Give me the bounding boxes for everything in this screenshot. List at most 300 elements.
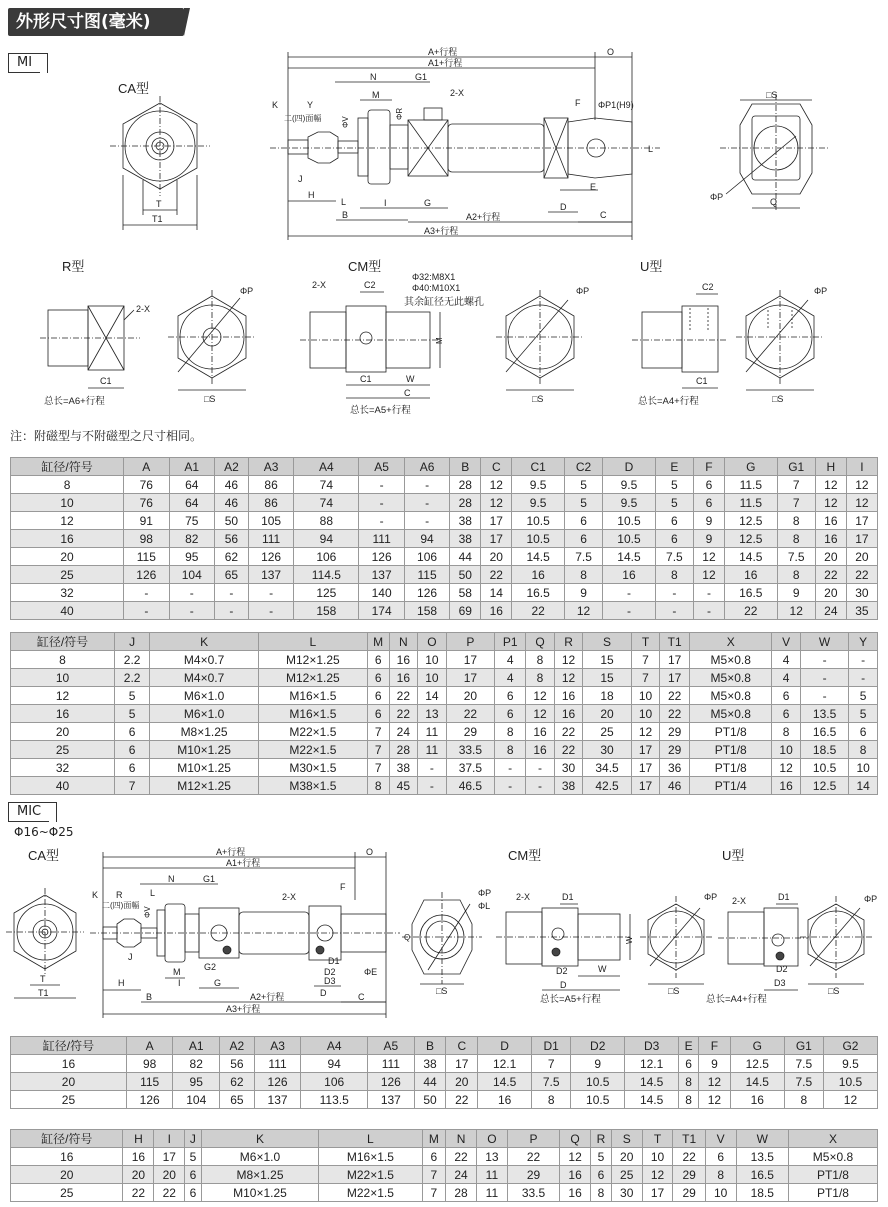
table-cell: - xyxy=(849,651,878,669)
table-cell: 12 xyxy=(823,1091,877,1109)
table-cell: 64 xyxy=(169,476,214,494)
table-row xyxy=(11,669,878,687)
table-cell: 24 xyxy=(389,723,418,741)
table-cell: - xyxy=(248,602,293,620)
table-cell: 12.5 xyxy=(800,777,848,795)
table-row xyxy=(11,705,878,723)
table-cell: 4 xyxy=(772,651,801,669)
svg-text:A1+行程: A1+行程 xyxy=(428,58,463,68)
svg-text:A2+行程: A2+行程 xyxy=(466,212,501,222)
table-cell: 91 xyxy=(124,512,169,530)
column-header: S xyxy=(611,1130,642,1148)
table-cell: 9.5 xyxy=(823,1055,877,1073)
table-cell: M10×1.25 xyxy=(201,1184,319,1202)
table-cell: M16×1.5 xyxy=(258,687,367,705)
column-header: N xyxy=(446,1130,477,1148)
table-cell: 13.5 xyxy=(800,705,848,723)
table-cell: 113.5 xyxy=(301,1091,368,1109)
table-cell: - xyxy=(214,602,248,620)
column-header: T1 xyxy=(673,1130,705,1148)
table-cell: 7 xyxy=(422,1184,446,1202)
table-cell: 115 xyxy=(124,548,169,566)
column-header: T xyxy=(642,1130,673,1148)
table-cell: 12 xyxy=(846,476,877,494)
table-cell: 22 xyxy=(846,566,877,584)
table-cell: 20 xyxy=(11,548,124,566)
table-cell: 76 xyxy=(124,494,169,512)
table-cell: M4×0.7 xyxy=(150,651,259,669)
table-cell: - xyxy=(495,777,526,795)
table-cell: M12×1.25 xyxy=(150,777,259,795)
table-cell: 6 xyxy=(115,723,150,741)
table-cell: M5×0.8 xyxy=(690,687,772,705)
mi-r-type-label: R型 xyxy=(62,259,85,274)
column-header: A xyxy=(126,1037,173,1055)
table-cell: 12 xyxy=(11,687,115,705)
table-cell: 25 xyxy=(583,723,631,741)
page-title: 外形尺寸图(毫米) xyxy=(8,8,184,36)
table-cell: 38 xyxy=(554,777,583,795)
table-cell: 65 xyxy=(214,566,248,584)
column-header: F xyxy=(693,458,724,476)
svg-text:D1: D1 xyxy=(328,956,340,966)
table-cell: 14.5 xyxy=(478,1073,532,1091)
table-cell: 16 xyxy=(730,1091,784,1109)
table-cell: 95 xyxy=(169,548,214,566)
table-cell: 9 xyxy=(699,1055,731,1073)
table-cell: 12 xyxy=(526,687,555,705)
table-cell: 8 xyxy=(777,530,815,548)
svg-text:二(四)面幅: 二(四)面幅 xyxy=(102,901,140,910)
column-header: D3 xyxy=(625,1037,679,1055)
table-cell: PT1/4 xyxy=(690,777,772,795)
table-cell: 14.5 xyxy=(603,548,656,566)
table-cell: 22 xyxy=(554,741,583,759)
table-cell: 20 xyxy=(583,705,631,723)
table-cell: 56 xyxy=(220,1055,255,1073)
mi-rod-end-view xyxy=(720,94,830,210)
svg-text:A3+行程: A3+行程 xyxy=(226,1004,261,1014)
table-cell: - xyxy=(800,687,848,705)
table-cell: 6 xyxy=(705,1148,736,1166)
svg-text:总长=A5+行程: 总长=A5+行程 xyxy=(540,994,601,1005)
table-cell: 6 xyxy=(772,705,801,723)
svg-text:R: R xyxy=(116,890,123,900)
table-cell: 17 xyxy=(481,512,512,530)
table-cell: 2.2 xyxy=(115,669,150,687)
column-header: I xyxy=(154,1130,185,1148)
table-row xyxy=(11,548,878,566)
svg-text:ΦP: ΦP xyxy=(864,894,878,904)
table-cell: - xyxy=(124,602,169,620)
table-cell: 16 xyxy=(526,723,555,741)
table-cell: 25 xyxy=(11,566,124,584)
table-cell: 46 xyxy=(214,476,248,494)
table-cell: - xyxy=(603,584,656,602)
table-cell: 8 xyxy=(777,512,815,530)
table-cell: M22×1.5 xyxy=(258,741,367,759)
table-cell: 10.5 xyxy=(823,1073,877,1091)
svg-text:□S: □S xyxy=(532,394,544,404)
table-row xyxy=(11,1091,878,1109)
table-cell: 17 xyxy=(446,669,494,687)
table-cell: 18.5 xyxy=(800,741,848,759)
table-cell: 15 xyxy=(583,669,631,687)
table-cell: 7.5 xyxy=(564,548,602,566)
table-cell: 4 xyxy=(772,669,801,687)
mi-ca-end-view xyxy=(110,96,210,230)
svg-text:□S: □S xyxy=(204,394,216,404)
svg-text:D1: D1 xyxy=(778,892,790,902)
table-cell: 11 xyxy=(476,1166,507,1184)
svg-text:D2: D2 xyxy=(776,964,788,974)
mic-ca-type-label: CA型 xyxy=(28,848,60,863)
column-header: K xyxy=(201,1130,319,1148)
table-cell: 65 xyxy=(220,1091,255,1109)
table-cell: - xyxy=(693,584,724,602)
table-cell: 7 xyxy=(631,669,660,687)
svg-text:W: W xyxy=(598,964,607,974)
table-cell: 28 xyxy=(446,1184,477,1202)
table-cell: 126 xyxy=(404,584,449,602)
svg-text:A+行程: A+行程 xyxy=(216,847,246,857)
table-cell: 6 xyxy=(564,512,602,530)
mic-cm-type-label: CM型 xyxy=(508,848,542,863)
table-cell: 12 xyxy=(815,476,846,494)
table-row xyxy=(11,1184,878,1202)
table-header-row xyxy=(11,458,878,476)
table-cell: M12×1.25 xyxy=(258,669,367,687)
table-cell: 11 xyxy=(476,1184,507,1202)
table-cell: 17 xyxy=(660,651,690,669)
table-row xyxy=(11,494,878,512)
column-header: A5 xyxy=(368,1037,415,1055)
table-cell: 6 xyxy=(367,651,389,669)
svg-text:W: W xyxy=(625,936,634,944)
svg-text:□S: □S xyxy=(766,90,778,100)
table-row xyxy=(11,651,878,669)
column-header: A1 xyxy=(169,458,214,476)
table-cell: 22 xyxy=(446,1091,478,1109)
table-cell: 8 xyxy=(495,723,526,741)
table-cell: 10 xyxy=(631,705,660,723)
table-cell: 25 xyxy=(11,1091,127,1109)
table-cell: 46.5 xyxy=(446,777,494,795)
table-cell: 114.5 xyxy=(294,566,359,584)
table-cell: - xyxy=(526,777,555,795)
table-cell: 24 xyxy=(446,1166,477,1184)
table-cell: 137 xyxy=(368,1091,415,1109)
table-cell: 16 xyxy=(512,566,565,584)
mi-u-type-label: U型 xyxy=(640,259,663,274)
table-cell: 7.5 xyxy=(777,548,815,566)
table-cell: - xyxy=(248,584,293,602)
table-cell: - xyxy=(800,669,848,687)
column-header: P xyxy=(446,633,494,651)
mi-cm-end-view xyxy=(496,290,584,390)
column-header: X xyxy=(788,1130,877,1148)
table-cell: 88 xyxy=(294,512,359,530)
table-row xyxy=(11,1055,878,1073)
table-cell: 20 xyxy=(846,548,877,566)
table-cell: 98 xyxy=(126,1055,173,1073)
column-header: W xyxy=(800,633,848,651)
svg-text:C2: C2 xyxy=(702,282,714,292)
table-cell: 16 xyxy=(815,530,846,548)
table-cell: 16 xyxy=(526,741,555,759)
table-cell: 2.2 xyxy=(115,651,150,669)
table-cell: 10 xyxy=(642,1148,673,1166)
table-cell: 10.5 xyxy=(571,1091,625,1109)
table-cell: 16 xyxy=(560,1166,591,1184)
svg-text:总长=A4+行程: 总长=A4+行程 xyxy=(638,396,699,407)
table-cell: 6 xyxy=(655,530,693,548)
table-cell: 6 xyxy=(115,741,150,759)
column-header: S xyxy=(583,633,631,651)
column-header: 缸径/符号 xyxy=(11,458,124,476)
column-header: G1 xyxy=(777,458,815,476)
svg-text:I: I xyxy=(384,198,387,208)
svg-text:L: L xyxy=(150,888,156,898)
table-cell: - xyxy=(655,602,693,620)
table-cell: 12 xyxy=(699,1073,731,1091)
table-cell: 6 xyxy=(693,494,724,512)
svg-text:D: D xyxy=(560,202,567,212)
table-cell: 74 xyxy=(294,494,359,512)
svg-text:A3+行程: A3+行程 xyxy=(424,226,459,236)
table-cell: 14 xyxy=(849,777,878,795)
svg-text:C2: C2 xyxy=(364,280,376,290)
table-cell: M22×1.5 xyxy=(319,1166,422,1184)
svg-text:ΦE: ΦE xyxy=(364,967,378,977)
table-cell: 6 xyxy=(367,705,389,723)
svg-text:C1: C1 xyxy=(696,376,708,386)
column-header: A2 xyxy=(220,1037,255,1055)
svg-text:D2: D2 xyxy=(324,967,336,977)
table-cell: 7 xyxy=(777,494,815,512)
column-header: M xyxy=(367,633,389,651)
table-cell: 8 xyxy=(784,1091,823,1109)
table-cell: 94 xyxy=(301,1055,368,1073)
column-header: A4 xyxy=(301,1037,368,1055)
table-cell: 4 xyxy=(495,669,526,687)
column-header: A2 xyxy=(214,458,248,476)
table-cell: 20 xyxy=(446,1073,478,1091)
table-cell: - xyxy=(214,584,248,602)
table-cell: 10.5 xyxy=(512,512,565,530)
table-cell: 22 xyxy=(446,1148,477,1166)
table-cell: 94 xyxy=(404,530,449,548)
table-cell: 16 xyxy=(123,1148,154,1166)
table-cell: 12 xyxy=(693,566,724,584)
column-header: Q xyxy=(560,1130,591,1148)
table-cell: 12 xyxy=(11,512,124,530)
table-cell: 22 xyxy=(123,1184,154,1202)
column-header: T1 xyxy=(660,633,690,651)
table-cell: 16 xyxy=(560,1184,591,1202)
table-cell: 12 xyxy=(693,548,724,566)
table-cell: 16 xyxy=(772,777,801,795)
table-cell: 32 xyxy=(11,759,115,777)
table-cell: 16.5 xyxy=(724,584,777,602)
column-header: P1 xyxy=(495,633,526,651)
table-cell: 62 xyxy=(214,548,248,566)
svg-text:M: M xyxy=(372,90,380,100)
svg-text:D: D xyxy=(320,988,327,998)
table-row xyxy=(11,602,878,620)
table-cell: - xyxy=(404,494,449,512)
table-cell: 20 xyxy=(481,548,512,566)
column-header: M xyxy=(422,1130,446,1148)
table-cell: 6 xyxy=(185,1166,202,1184)
table-cell: 25 xyxy=(11,1184,123,1202)
section-label-mic: MIC xyxy=(8,802,49,822)
table-cell: 37.5 xyxy=(446,759,494,777)
column-header: O xyxy=(476,1130,507,1148)
svg-text:G: G xyxy=(424,198,432,208)
table-cell: 7 xyxy=(532,1055,571,1073)
table-cell: 38 xyxy=(389,759,418,777)
column-header: G xyxy=(724,458,777,476)
column-header: E xyxy=(679,1037,699,1055)
table-cell: 12.1 xyxy=(625,1055,679,1073)
table-cell: 16 xyxy=(481,602,512,620)
column-header: 缸径/符号 xyxy=(11,1037,127,1055)
table-cell: 12 xyxy=(526,705,555,723)
column-header: C xyxy=(481,458,512,476)
table-cell: 105 xyxy=(248,512,293,530)
table-cell: - xyxy=(800,651,848,669)
table-cell: 22 xyxy=(815,566,846,584)
table-cell: 106 xyxy=(301,1073,368,1091)
table-cell: 6 xyxy=(849,723,878,741)
table-cell: 30 xyxy=(583,741,631,759)
table-cell: 75 xyxy=(169,512,214,530)
svg-text:G1: G1 xyxy=(203,874,216,884)
table-cell: 8 xyxy=(777,566,815,584)
mic-drawing-area xyxy=(0,840,888,1030)
table-cell: 126 xyxy=(124,566,169,584)
table-cell: 18 xyxy=(583,687,631,705)
svg-text:其余缸径无此螺孔: 其余缸径无此螺孔 xyxy=(404,297,484,308)
table-cell: 64 xyxy=(169,494,214,512)
mic-rod-end-view xyxy=(402,892,482,984)
table-cell: 7.5 xyxy=(784,1073,823,1091)
table-cell: 25 xyxy=(611,1166,642,1184)
table-cell: 9 xyxy=(693,530,724,548)
table-body xyxy=(11,1037,878,1109)
svg-text:□S: □S xyxy=(828,986,840,996)
table-cell: 62 xyxy=(220,1073,255,1091)
table-cell: PT1/8 xyxy=(788,1184,877,1202)
table-cell: 86 xyxy=(248,494,293,512)
column-header: R xyxy=(591,1130,612,1148)
svg-text:ΦL: ΦL xyxy=(478,901,491,911)
column-header: J xyxy=(115,633,150,651)
mi-cm-type-label: CM型 xyxy=(348,259,382,274)
table-cell: - xyxy=(359,494,404,512)
svg-text:ΦR: ΦR xyxy=(395,107,404,120)
table-cell: M5×0.8 xyxy=(690,651,772,669)
table-cell: 17 xyxy=(642,1184,673,1202)
table-cell: M4×0.7 xyxy=(150,669,259,687)
table-cell: 7 xyxy=(422,1166,446,1184)
table-cell: M8×1.25 xyxy=(201,1166,319,1184)
table-cell: - xyxy=(359,512,404,530)
table-cell: 14.5 xyxy=(625,1091,679,1109)
table-cell: PT1/8 xyxy=(690,723,772,741)
svg-text:ΦV: ΦV xyxy=(341,116,350,128)
svg-text:Φ40:M10X1: Φ40:M10X1 xyxy=(412,283,461,293)
table-cell: M5×0.8 xyxy=(788,1148,877,1166)
table-cell: 17 xyxy=(481,530,512,548)
table-cell: 12 xyxy=(815,494,846,512)
table-cell: M5×0.8 xyxy=(690,669,772,687)
table-cell: 6 xyxy=(772,687,801,705)
table-cell: - xyxy=(169,584,214,602)
table-cell: 5 xyxy=(849,705,878,723)
table-cell: 20 xyxy=(11,1166,123,1184)
table-cell: 8 xyxy=(526,651,555,669)
column-header: F xyxy=(699,1037,731,1055)
table-cell: 20 xyxy=(123,1166,154,1184)
table-cell: 10 xyxy=(11,669,115,687)
table-cell: 14 xyxy=(418,687,447,705)
svg-text:C1: C1 xyxy=(100,376,112,386)
table-cell: 10.5 xyxy=(800,759,848,777)
table-cell: 104 xyxy=(169,566,214,584)
svg-text:ΦP: ΦP xyxy=(478,888,492,898)
table-cell: 34.5 xyxy=(583,759,631,777)
svg-text:C1: C1 xyxy=(360,374,372,384)
column-header: A3 xyxy=(254,1037,301,1055)
table-cell: 5 xyxy=(115,705,150,723)
table-cell: - xyxy=(124,584,169,602)
table-cell: 10 xyxy=(705,1184,736,1202)
table-cell: 12 xyxy=(846,494,877,512)
table-cell: 14.5 xyxy=(724,548,777,566)
table-cell: M16×1.5 xyxy=(319,1148,422,1166)
mic-cm-view xyxy=(496,904,630,990)
table-cell: 12 xyxy=(481,494,512,512)
column-header: E xyxy=(655,458,693,476)
column-header: V xyxy=(705,1130,736,1148)
table-cell: 16 xyxy=(724,566,777,584)
table-cell: 12.5 xyxy=(724,512,777,530)
table-cell: 10.5 xyxy=(512,530,565,548)
table-cell: 12.1 xyxy=(478,1055,532,1073)
table-cell: M5×0.8 xyxy=(690,705,772,723)
table-cell: 20 xyxy=(154,1166,185,1184)
table-cell: 12 xyxy=(554,669,583,687)
column-header: C xyxy=(446,1037,478,1055)
table-cell: 10.5 xyxy=(603,530,656,548)
mi-dimension-table-2 xyxy=(10,632,878,795)
table-cell: 22 xyxy=(660,687,690,705)
table-cell: 17 xyxy=(446,1055,478,1073)
table-cell: 126 xyxy=(359,548,404,566)
svg-text:B: B xyxy=(146,992,153,1002)
svg-text:K: K xyxy=(272,100,279,110)
table-cell: 9 xyxy=(564,584,602,602)
table-cell: 94 xyxy=(294,530,359,548)
svg-text:C: C xyxy=(358,992,365,1002)
table-cell: 140 xyxy=(359,584,404,602)
table-cell: 8 xyxy=(849,741,878,759)
table-cell: 16 xyxy=(815,512,846,530)
table-cell: 38 xyxy=(450,512,481,530)
column-header: I xyxy=(846,458,877,476)
